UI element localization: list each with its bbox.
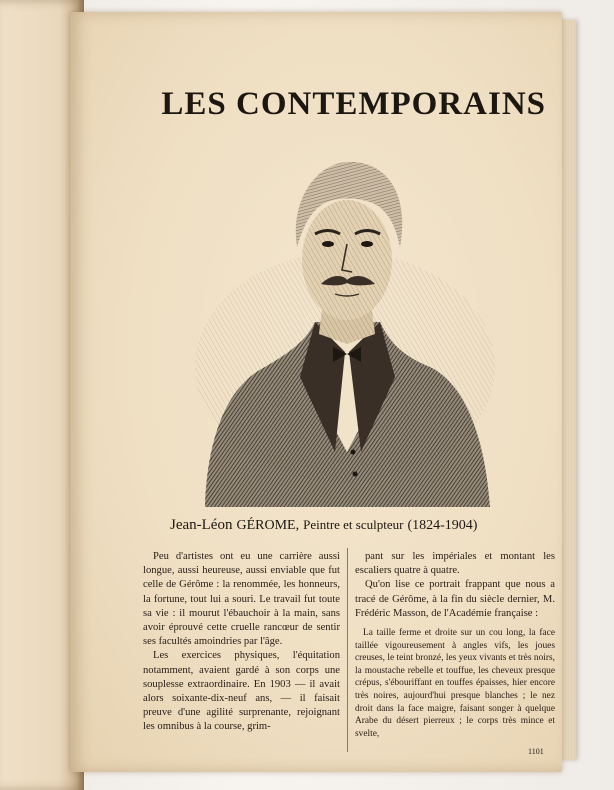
quote-text: La taille ferme et droite sur un cou long, la face taillée vigoureusement à angles vifs, les joues creuses, le teint bronzé, les yeux vivants et très noirs, la moustache rebelle et touffue, les cheveux presque crépus, s'ébouriffant en touffes épaisses, hier encore très noires, aujourd'hui presque blanches ; le nez droit dans la face maigre, faisant songer à quelque Arabe du désert pierreux ; le corps très mince et svelte, [355, 628, 555, 739]
portrait-caption [170, 516, 570, 534]
column-divider [347, 548, 348, 752]
page-number: 1101 [528, 747, 544, 756]
book-page [70, 12, 562, 772]
paragraph: pant sur les impériales et montant les escaliers quatre à quatre. [355, 551, 555, 577]
article-right-column [355, 550, 555, 740]
portrait-engraving [195, 152, 495, 507]
paragraph: Les exercices physiques, l'équitation notamment, avaient gardé à son corps une souplesse extraordinaire. En 1903 — il avait alors soixante-dix-neuf ans, — il faisait preuve d'une agilité surprenante, rejoignant les omnibus à la course, grim- [143, 650, 340, 733]
paragraph: Qu'on lise ce portrait frappant que nous a tracé de Gérôme, à la fin du siècle dernier, M. Frédéric Masson, de l'Académie française : [355, 579, 555, 619]
caption-first-name: Jean-Léon [170, 517, 233, 533]
paragraph: Peu d'artistes ont eu une carrière aussi longue, aussi heureuse, aussi enviable que fut celle de Gérôme : la renommée, les honneurs, la fortune, tout lui a souri. Le travail fut toute sa vie : il mourut l'ébauchoir à la main, sans avoir éprouvé cette cruelle rancœur de sentir ses facultés amoindries par l'âge. [143, 551, 340, 648]
article-left-column [143, 550, 340, 735]
caption-dates: (1824-1904) [407, 518, 478, 533]
quote-block [355, 627, 555, 740]
caption-surname: GÉROME, [236, 518, 300, 533]
caption-role: Peintre et sculpteur [303, 517, 404, 532]
page-title: LES CONTEMPORAINS [161, 86, 546, 122]
